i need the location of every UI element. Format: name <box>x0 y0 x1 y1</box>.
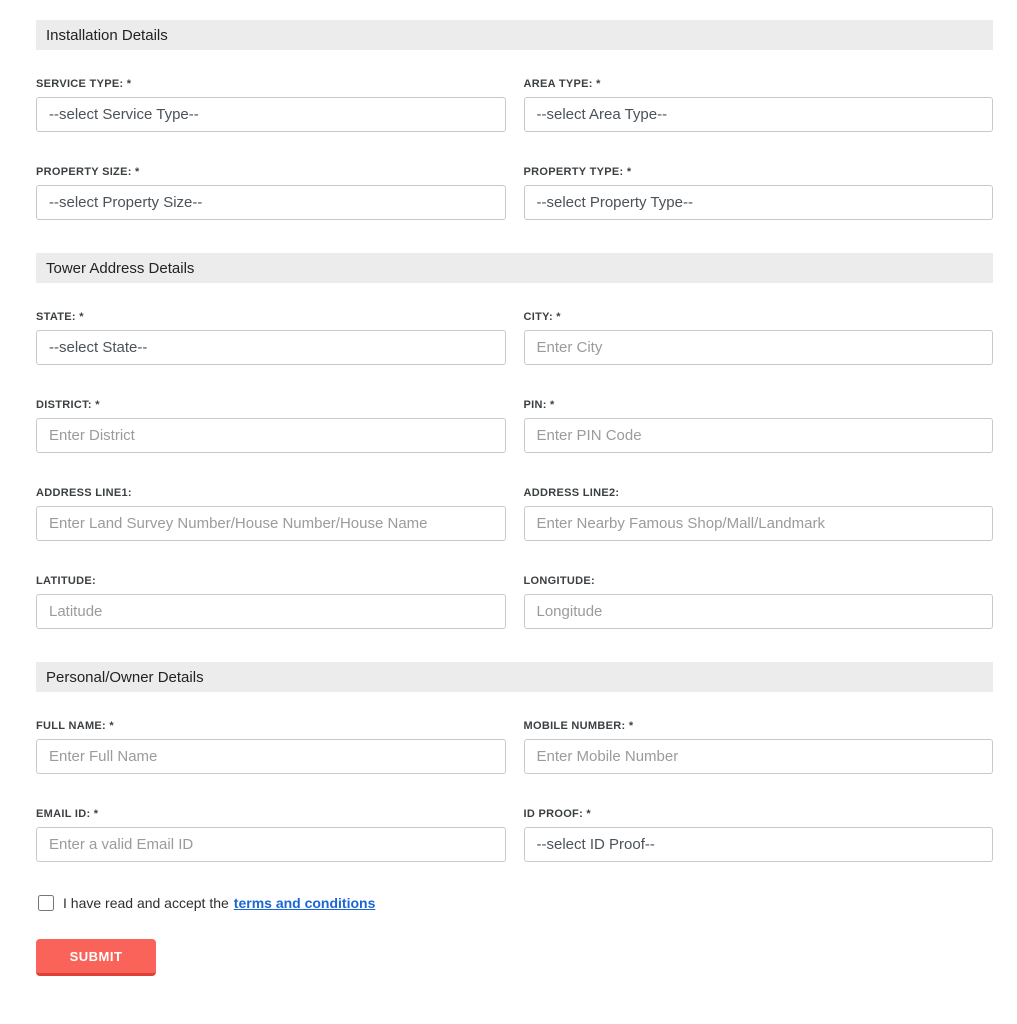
field-full-name <box>36 720 506 774</box>
field-longitude <box>524 575 994 629</box>
field-city <box>524 311 994 365</box>
address-line1-label: ADDRESS LINE1: <box>36 487 132 499</box>
field-pin <box>524 399 994 453</box>
district-label: DISTRICT: * <box>36 399 100 411</box>
section-title: Personal/Owner Details <box>46 668 204 686</box>
full-name-input[interactable] <box>36 739 506 774</box>
terms-row <box>36 895 993 911</box>
section-header-personal-owner-details <box>36 662 993 692</box>
longitude-label: LONGITUDE: <box>523 575 595 587</box>
address-line2-label: ADDRESS LINE2: <box>523 487 620 499</box>
field-grid-tower-address-details <box>36 311 993 629</box>
property-type-label: PROPERTY TYPE: * <box>523 166 632 178</box>
tower-installation-form <box>36 20 993 976</box>
field-district <box>36 399 506 453</box>
section-title: Installation Details <box>46 26 168 44</box>
id-proof-select[interactable]: --select ID Proof-- <box>524 827 994 862</box>
field-state <box>36 311 506 365</box>
field-property-size <box>36 166 506 220</box>
terms-text: I have read and accept the <box>63 895 229 911</box>
pin-input[interactable] <box>524 418 994 453</box>
pin-label: PIN: * <box>523 399 555 411</box>
latitude-input[interactable] <box>36 594 506 629</box>
field-area-type <box>524 78 994 132</box>
field-address-line1 <box>36 487 506 541</box>
field-address-line2 <box>524 487 994 541</box>
field-property-type <box>524 166 994 220</box>
field-grid-personal-owner-details <box>36 720 993 862</box>
service-type-label: SERVICE TYPE: * <box>36 78 132 90</box>
area-type-select[interactable]: --select Area Type-- <box>524 97 994 132</box>
id-proof-label: ID PROOF: * <box>523 808 591 820</box>
longitude-input[interactable] <box>524 594 994 629</box>
full-name-label: FULL NAME: * <box>36 720 114 732</box>
email-id-input[interactable] <box>36 827 506 862</box>
form-sections <box>36 20 993 862</box>
section-title: Tower Address Details <box>46 259 195 277</box>
district-input[interactable] <box>36 418 506 453</box>
field-email-id <box>36 808 506 862</box>
address-line2-input[interactable] <box>524 506 994 541</box>
latitude-label: LATITUDE: <box>36 575 96 587</box>
section-header-tower-address-details <box>36 253 993 283</box>
service-type-select[interactable]: --select Service Type-- <box>36 97 506 132</box>
field-latitude <box>36 575 506 629</box>
field-grid-installation-details <box>36 78 993 220</box>
terms-and-conditions-link[interactable]: terms and conditions <box>233 895 376 911</box>
mobile-number-label: MOBILE NUMBER: * <box>523 720 634 732</box>
mobile-number-input[interactable] <box>524 739 994 774</box>
submit-button[interactable]: SUBMIT <box>36 939 156 976</box>
city-input[interactable] <box>524 330 994 365</box>
property-size-select[interactable]: --select Property Size-- <box>36 185 506 220</box>
field-id-proof <box>524 808 994 862</box>
section-header-installation-details <box>36 20 993 50</box>
city-label: CITY: * <box>523 311 561 323</box>
state-select[interactable]: --select State-- <box>36 330 506 365</box>
field-mobile-number <box>524 720 994 774</box>
field-service-type <box>36 78 506 132</box>
email-id-label: EMAIL ID: * <box>36 808 99 820</box>
state-label: STATE: * <box>36 311 84 323</box>
property-size-label: PROPERTY SIZE: * <box>36 166 140 178</box>
area-type-label: AREA TYPE: * <box>523 78 601 90</box>
address-line1-input[interactable] <box>36 506 506 541</box>
property-type-select[interactable]: --select Property Type-- <box>524 185 994 220</box>
terms-checkbox[interactable] <box>38 895 54 911</box>
